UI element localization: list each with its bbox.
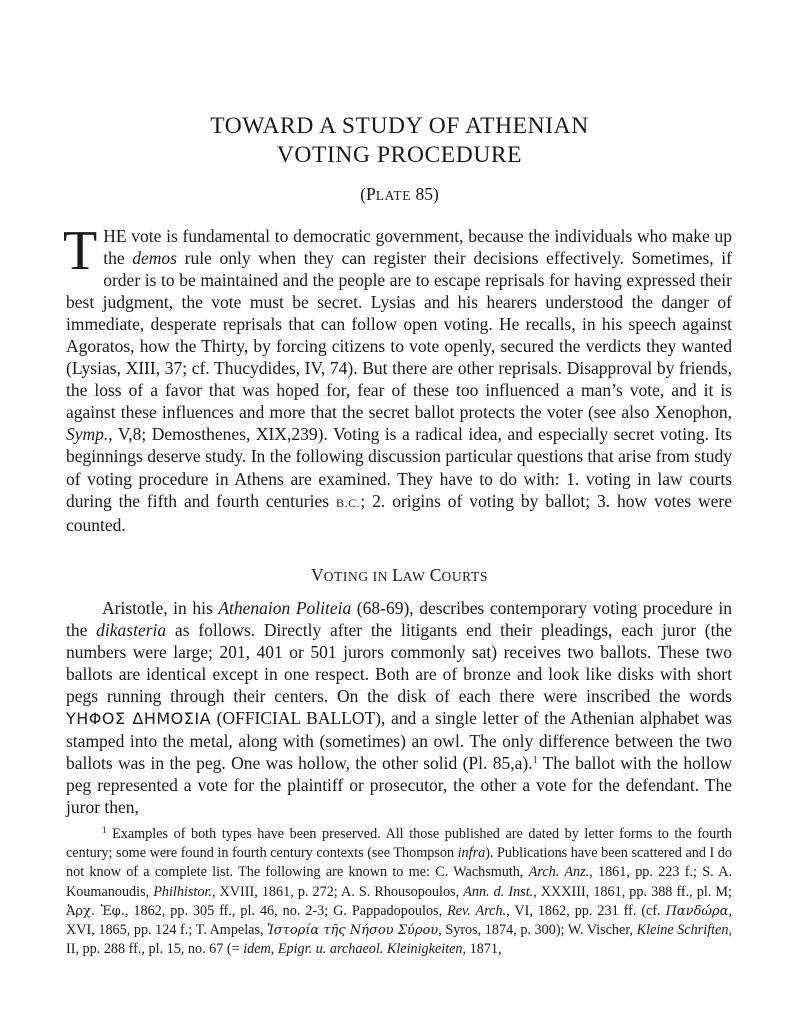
intro-demos: demos — [132, 248, 177, 269]
heading-oting: OTING — [323, 569, 369, 584]
ballot-inscription: ΥΗΦΟΣ ΔΗΜΟΣΙΑ — [66, 709, 212, 729]
intro-text-1: HE vote is fundamental to democratic government, because the individuals who make up the — [103, 226, 732, 269]
footnote-text-c: , 1861, pp. 223 f.; S. A. Koumanoudis, — [66, 864, 732, 900]
footnote-ann-inst: Ann. d. Inst. — [463, 883, 534, 900]
footnote-text-g: , VI, 1862, pp. 231 ff. (cf. — [506, 902, 666, 919]
footnote-text-i: , Syros, 1874, p. 300); W. Vischer, — [438, 922, 637, 939]
heading-ourts: OURTS — [441, 569, 488, 584]
heading-aw: AW — [402, 569, 426, 584]
footnote-idem: idem, Epigr. u. archaeol. Kleinigkeiten — [243, 941, 463, 958]
section-text-4: (OFFICIAL BALLOT), and a single letter of the Athenian alphabet was stamped into the metal, along with (sometimes) an owl. The only difference between the two ballots was in the peg. One was hollow, the other solid (Pl. 85,a). — [66, 708, 732, 774]
footnote-philhistor: Philhistor. — [153, 883, 212, 900]
intro-bc: B.C. — [335, 495, 361, 510]
heading-cap-c: C — [425, 565, 442, 585]
heading-cap-v: V — [311, 565, 324, 585]
footnote-text-d: , XVIII, 1861, p. 272; A. S. Rhousopoulos, — [211, 883, 464, 900]
heading-in: IN — [368, 569, 393, 584]
footnote-historia: Ἱστορία τῆς Νήσου Σύρου — [267, 923, 439, 939]
plate-cap: P — [365, 184, 376, 204]
footnote-text-f: , 1862, pp. 305 ff., pl. 46, no. 2-3; G. Pappadopoulos, — [124, 902, 448, 919]
intro-paragraph — [63, 220, 732, 536]
section-dikasteria: dikasteria — [96, 620, 167, 641]
plate-open-paren: ( — [360, 184, 366, 204]
intro-text-4: ; 2. origins of voting by ballot; 3. how votes were counted. — [66, 490, 732, 535]
footnote-reference[interactable]: 1 — [532, 755, 538, 767]
article-title-line-2: VOTING PROCEDURE — [276, 142, 523, 168]
footnote-kleine-schriften: Kleine Schriften — [636, 922, 729, 939]
footnote-number: 1 — [102, 825, 107, 835]
footnote-1 — [66, 825, 732, 959]
section-text-3: as follows. Directly after the litigants end their pleadings, each juror (the numbers were large; 201, 401 or 501 jurors commonly sat) receives two ballots. These two ballots are identical except in one respect. Both are of bronze and look like disks with short pegs running through their centers. On the disk of each there were inscribed the words — [66, 620, 732, 707]
section-text-5: The ballot with the hollow peg represented a vote for the plaintiff or prosecutor, the other a vote for the defendant. The juror then, — [66, 753, 732, 818]
section-paragraph — [66, 597, 732, 818]
section-heading — [0, 565, 799, 586]
footnote-text-e: , XXXIII, 1861, pp. 388 ff., pl. M; — [533, 883, 732, 900]
intro-text-3: , V,8; Demosthenes, XIX,239). Voting is a radical idea, and especially secret voting. Its beginnings deserve study. In the following discussion particular questions that arise from study of voting procedure in Athens are examined. They have to do with: 1. voting in law courts during the fifth and fourth centuries — [66, 424, 732, 511]
section-text-1: Aristotle, in his — [102, 598, 219, 618]
footnote-text-b: ). Publications have been scattered and I do not know of a complete list. The following are known to me: C. Wachsmuth, — [66, 845, 732, 881]
footnote-rev-arch: Rev. Arch. — [447, 902, 507, 919]
plate-rest: LATE — [375, 188, 412, 203]
heading-cap-l: L — [392, 565, 403, 585]
footnote-pandora: Πανδώρα — [665, 903, 729, 919]
footnote-text-h: , XVI, 1865, pp. 124 f.; T. Ampelas, — [66, 902, 732, 939]
intro-text-2: rule only when they can register their decisions effectively. Sometimes, if order is to be maintained and the people are to escape reprisals for having expressed their best judgment, the vote must be secret. Lysias and his hearers understood the danger of immediate, desperate reprisals that can follow open voting. He recalls, in his speech against Agoratos, how the Thirty, by forcing citizens to vote openly, secured the verdicts they wanted (Lysias, XIII, 37; cf. Thucydides, IV, 74). But there are other reprisals. Disapproval by friends, the loss of a favor that was hoped for, fear of these too influenced a man’s vote, and it is against these influences and more that the secret ballot protects the voter (see also Xenophon, — [66, 248, 732, 423]
footnote-text-k: , 1871, — [462, 941, 502, 958]
section-text-2: (68-69), describes contemporary voting procedure in the — [66, 598, 733, 641]
footnote-text-a: Examples of both types have been preserved. All those published are dated by letter forms to the fourth century; some were found in fourth century contexts (see Thompson — [66, 826, 732, 862]
plate-number: 85) — [411, 184, 439, 204]
drop-cap: T — [63, 220, 98, 282]
intro-symp: Symp. — [66, 424, 109, 445]
footnote-text-j: , II, pp. 288 ff., pl. 15, no. 67 (= — [66, 922, 733, 958]
article-title-line-1: TOWARD A STUDY OF ATHENIAN — [210, 113, 589, 139]
footnote-arch-anz: Arch. Anz. — [528, 864, 590, 881]
footnote-arch-eph: Ἀρχ. Ἐφ. — [66, 903, 125, 919]
footnote-infra: infra — [457, 845, 486, 862]
section-athpol: Athenaion Politeia — [218, 598, 352, 618]
plate-reference — [0, 184, 799, 205]
